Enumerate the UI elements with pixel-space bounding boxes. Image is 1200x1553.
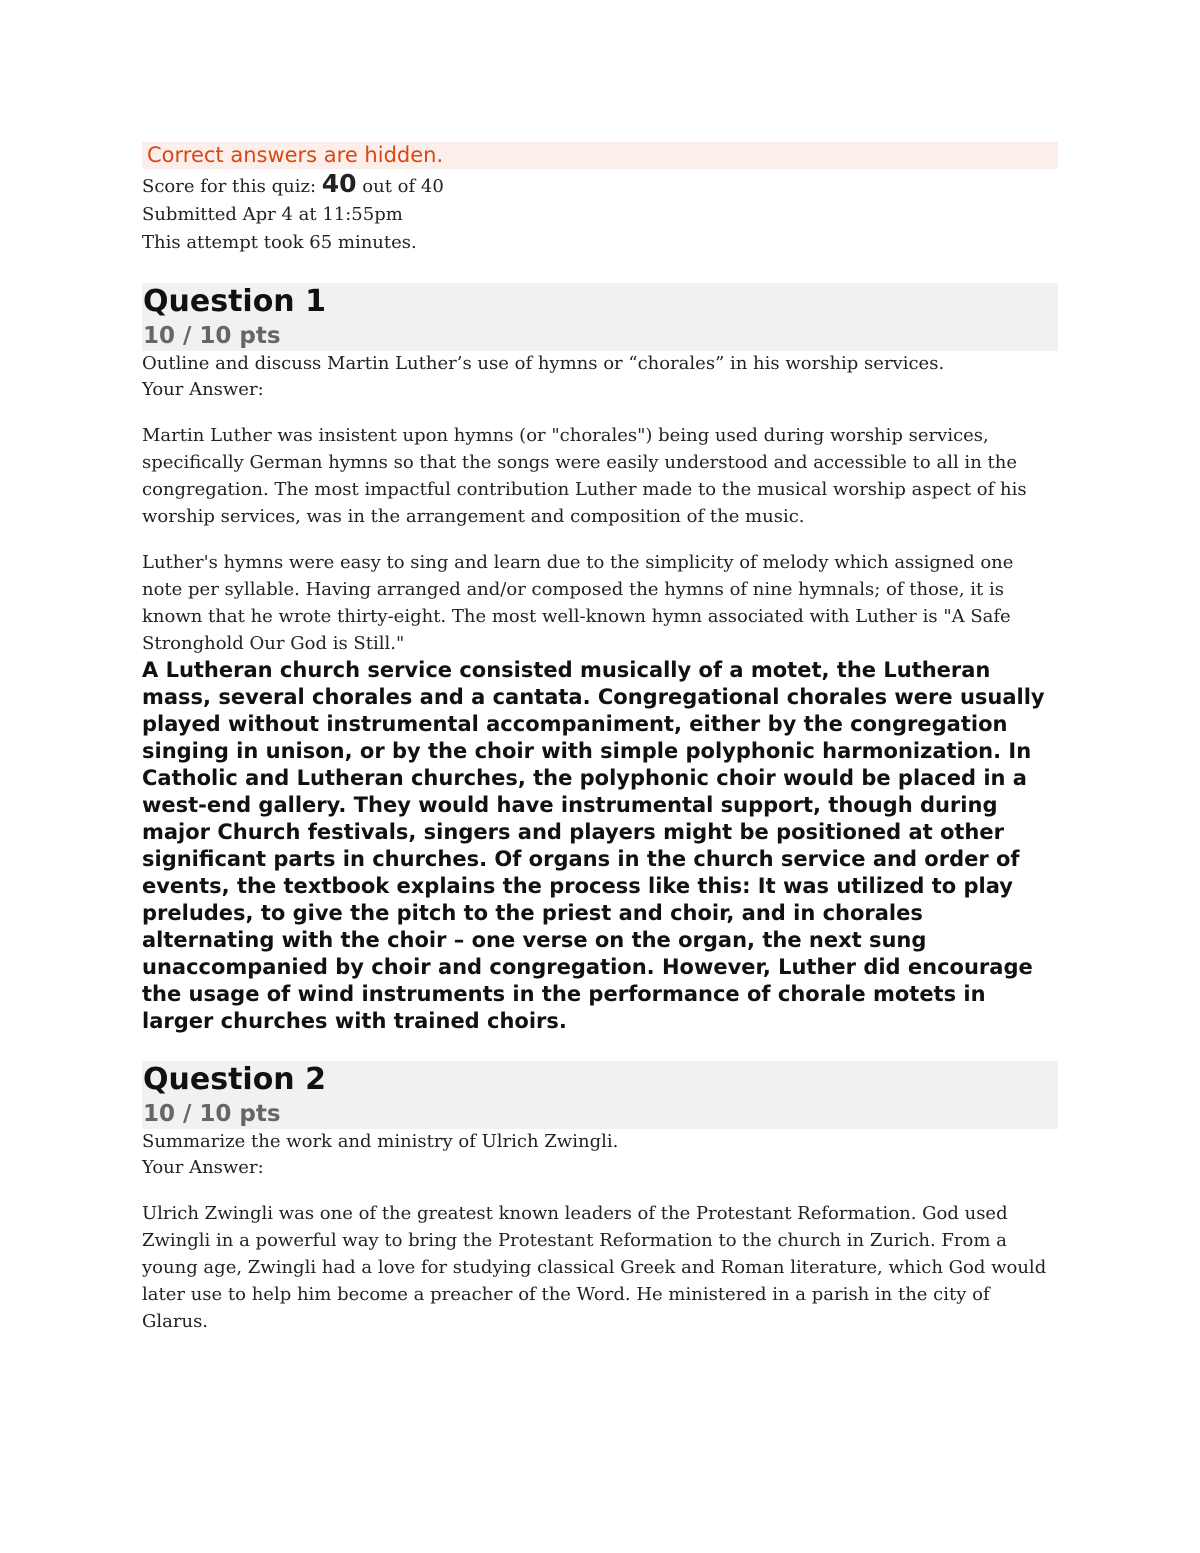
question-1-answer-paragraph-2: Luther's hymns were easy to sing and learn due to the simplicity of melody which assigned one note per syllable. Having arranged and/or composed the hymns of nine hymnals; of those, it is known that he wrote thirty-eight. The most well-known hymn associated with Luther is "A Safe Stronghold Our God is Still." bbox=[142, 552, 1014, 654]
question-2-answer-label: Your Answer: bbox=[142, 1157, 264, 1178]
question-1-answer-bold-paragraph: A Lutheran church service consisted musically of a motet, the Lutheran mass, several chorales and a cantata. Congregational chorales were usually played without instrumental accompaniment, either by the congregation singing in unison, or by the choir with simple polyphonic harmonization. In Catholic and Lutheran churches, the polyphonic choir would be placed in a west-end gallery. They would have instrumental support, though during major Church festivals, singers and players might be positioned at other significant parts in churches. Of organs in the church service and order of events, the textbook explains the process like this: It was utilized to play preludes, to give the pitch to the priest and choir, and in chorales alternating with the choir – one verse on the organ, the next sung unaccompanied by choir and congregation. However, Luther did encourage the usage of wind instruments in the performance of chorale motets in larger churches with trained choirs. bbox=[142, 658, 1045, 1033]
question-1-points: 10 / 10 pts bbox=[143, 323, 281, 349]
hidden-answers-notice: Correct answers are hidden. bbox=[142, 142, 1058, 169]
question-1-prompt: Outline and discuss Martin Luther’s use of hymns or “chorales” in his worship services. bbox=[142, 353, 945, 374]
question-2-answer-paragraph-1: Ulrich Zwingli was one of the greatest known leaders of the Protestant Reformation. God used Zwingli in a powerful way to bring the Protestant Reformation to the church in Zurich. From a young age, Zwingli had a love for studying classical Greek and Roman literature, which God would later use to help him become a preacher of the Word. He ministered in a parish in the city of Glarus. bbox=[142, 1203, 1047, 1332]
question-1-answer-label: Your Answer: bbox=[142, 379, 264, 400]
quiz-results-page bbox=[142, 142, 1058, 1335]
submitted-time: Submitted Apr 4 at 11:55pm bbox=[142, 204, 403, 225]
question-1 bbox=[142, 283, 1058, 1035]
question-2 bbox=[142, 1061, 1058, 1335]
question-2-header bbox=[142, 1061, 1058, 1129]
question-1-answer-paragraph-1: Martin Luther was insistent upon hymns (or "chorales") being used during worship services, specifically German hymns so that the songs were easily understood and accessible to all in the congregation. The most impactful contribution Luther made to the musical worship aspect of his worship services, was in the arrangement and composition of the music. bbox=[142, 425, 1027, 527]
question-2-prompt: Summarize the work and ministry of Ulrich Zwingli. bbox=[142, 1131, 619, 1152]
question-2-points: 10 / 10 pts bbox=[143, 1101, 281, 1127]
question-1-title: Question 1 bbox=[143, 284, 326, 319]
score-prefix: Score for this quiz: bbox=[142, 176, 322, 197]
score-value: 40 bbox=[321, 169, 357, 198]
question-2-title: Question 2 bbox=[143, 1062, 326, 1097]
score-suffix: out of 40 bbox=[356, 176, 444, 197]
score-line bbox=[142, 170, 1058, 201]
attempt-duration: This attempt took 65 minutes. bbox=[142, 232, 417, 253]
question-1-header bbox=[142, 283, 1058, 351]
